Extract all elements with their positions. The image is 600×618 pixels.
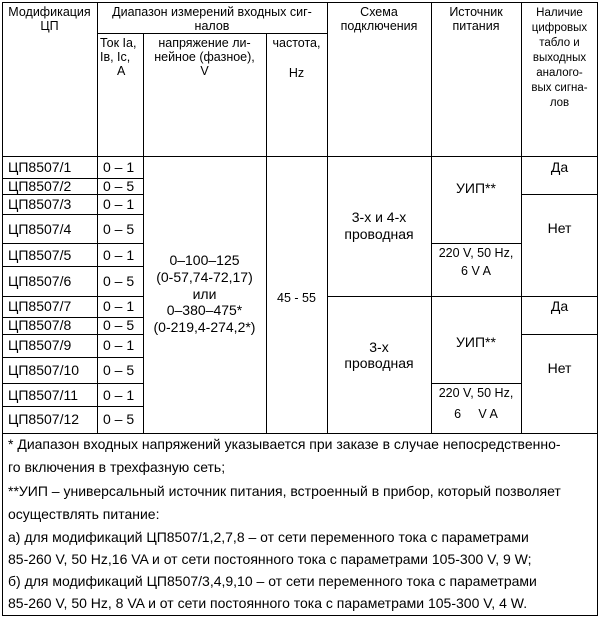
digital-split-line [521, 334, 598, 335]
row-model: ЦП8507/7 [8, 298, 72, 314]
row-model: ЦП8507/5 [8, 247, 72, 263]
digital-no-1: Нет [547, 220, 572, 236]
header-input-range-2: налов [194, 19, 230, 33]
power-ac-2-line2: 6 V A [454, 407, 498, 421]
footnote-line: б) для модификаций ЦП8507/3,4,9,10 – от сети переменного тока с параметрами [8, 573, 537, 589]
col-line-1 [97, 2, 98, 433]
row-model: ЦП8507/6 [8, 273, 72, 289]
scheme-four-wire-2: проводная [344, 226, 414, 242]
row-current: 0 – 5 [103, 362, 135, 378]
row-line [2, 214, 143, 215]
row-current: 0 – 5 [103, 317, 135, 333]
row-current: 0 – 1 [103, 159, 135, 175]
row-line [2, 266, 143, 267]
header-power-2: питания [452, 19, 500, 33]
row-current: 0 – 5 [103, 411, 135, 427]
voltage-value-5: (0-219,4-274,2*) [153, 319, 256, 335]
row-line [2, 194, 143, 195]
power-uip-1: УИП** [456, 180, 496, 196]
footnote-line: го включения в трехфазную сеть; [8, 459, 226, 475]
group-line [327, 296, 598, 297]
digital-yes-2: Да [550, 298, 569, 314]
footnote-line: 85-260 V, 50 Hz, 8 VA и от сети постоянного тока с параметрами 105-300 V, 4 W. [8, 595, 528, 611]
footnote-line: 85-260 V, 50 Hz,16 VA и от сети постоянного тока с параметрами 105-300 V, 9 W; [8, 551, 532, 567]
power-split-line [431, 383, 521, 384]
scheme-three-wire-2: проводная [344, 355, 414, 371]
header-input-range-1: Диапазон измерений входных сиг- [112, 5, 312, 19]
digital-no-2: Нет [547, 360, 572, 376]
row-line [2, 357, 143, 358]
frequency-value: 45 - 55 [277, 291, 316, 305]
row-line [2, 296, 143, 297]
row-model: ЦП8507/1 [8, 159, 72, 175]
row-current: 0 – 1 [103, 196, 135, 212]
power-uip-2: УИП** [456, 334, 496, 350]
header-voltage-1: напряжение ли- [158, 36, 251, 50]
header-subrow-line [97, 33, 327, 34]
voltage-value-1: 0–100–125 [169, 252, 240, 268]
row-model: ЦП8507/8 [8, 317, 72, 333]
header-digital-3: табло и [539, 37, 580, 49]
spec-table [2, 2, 598, 616]
header-digital-7: лов [549, 97, 570, 109]
scheme-four-wire-1: 3-х и 4-х [351, 209, 407, 225]
footnote-line: **УИП – универсальный источник питания, встроенный в прибор, который позволяет [8, 483, 561, 499]
power-split-line [431, 243, 521, 244]
row-model: ЦП8507/3 [8, 196, 72, 212]
digital-yes-1: Да [550, 159, 569, 175]
header-current-1: Ток Iа, [100, 36, 137, 50]
row-line [2, 334, 143, 335]
header-digital-6: вых сигна- [531, 82, 588, 94]
header-current-3: А [117, 64, 126, 78]
header-frequency-2: Hz [288, 66, 305, 80]
power-ac-2-line1: 220 V, 50 Hz, [438, 386, 514, 400]
header-digital-5: аналого- [536, 67, 583, 79]
voltage-value-2: (0-57,74-72,17) [156, 269, 253, 285]
voltage-value-4: 0–380–475* [166, 302, 243, 318]
header-scheme-1: Схема [360, 5, 398, 19]
row-line [2, 406, 143, 407]
row-model: ЦП8507/4 [8, 221, 72, 237]
voltage-value-3: или [192, 286, 217, 302]
power-ac-1-line2: 6 V A [461, 264, 491, 278]
header-scheme-2: подключения [340, 19, 418, 33]
header-frequency-1: частота, [272, 36, 321, 50]
row-model: ЦП8507/11 [8, 387, 78, 403]
footnote-line: * Диапазон входных напряжений указывается при заказе в случае непосредственно- [8, 436, 561, 452]
header-digital-2: цифровых [531, 22, 588, 34]
row-current: 0 – 1 [103, 247, 135, 263]
row-line [2, 243, 143, 244]
scheme-three-wire-1: 3-х [369, 339, 389, 355]
header-digital-1: Наличие [536, 7, 583, 19]
col-line-5 [431, 2, 432, 433]
footnote-line: а) для модификаций ЦП8507/1,2,7,8 – от сети переменного тока с параметрами [8, 529, 529, 545]
col-line-2 [143, 33, 144, 433]
header-modification-2: ЦП [40, 19, 59, 33]
digital-split-line [521, 194, 598, 195]
header-modification-1: Модификация [8, 5, 91, 19]
col-line-3 [266, 33, 267, 433]
power-ac-1-line1: 220 V, 50 Hz, [438, 246, 514, 260]
header-current-2: Iв, Iс, [100, 50, 131, 64]
row-current: 0 – 5 [103, 221, 135, 237]
table-bottom-line [2, 433, 598, 434]
row-current: 0 – 5 [103, 273, 135, 289]
row-model: ЦП8507/2 [8, 178, 72, 194]
row-current: 0 – 5 [103, 178, 135, 194]
header-voltage-3: V [200, 64, 209, 78]
row-current: 0 – 1 [103, 337, 135, 353]
row-model: ЦП8507/10 [8, 362, 80, 378]
row-line [2, 383, 143, 384]
header-digital-4: выходных [532, 52, 587, 64]
row-current: 0 – 1 [103, 387, 135, 403]
row-model: ЦП8507/12 [8, 411, 80, 427]
footnote-line: осуществлять питание: [8, 506, 160, 522]
row-model: ЦП8507/9 [8, 337, 72, 353]
row-current: 0 – 1 [103, 298, 135, 314]
header-voltage-2: нейное (фазное), [154, 50, 255, 64]
header-power-1: Источник [449, 5, 503, 19]
header-bottom-line [2, 156, 598, 157]
